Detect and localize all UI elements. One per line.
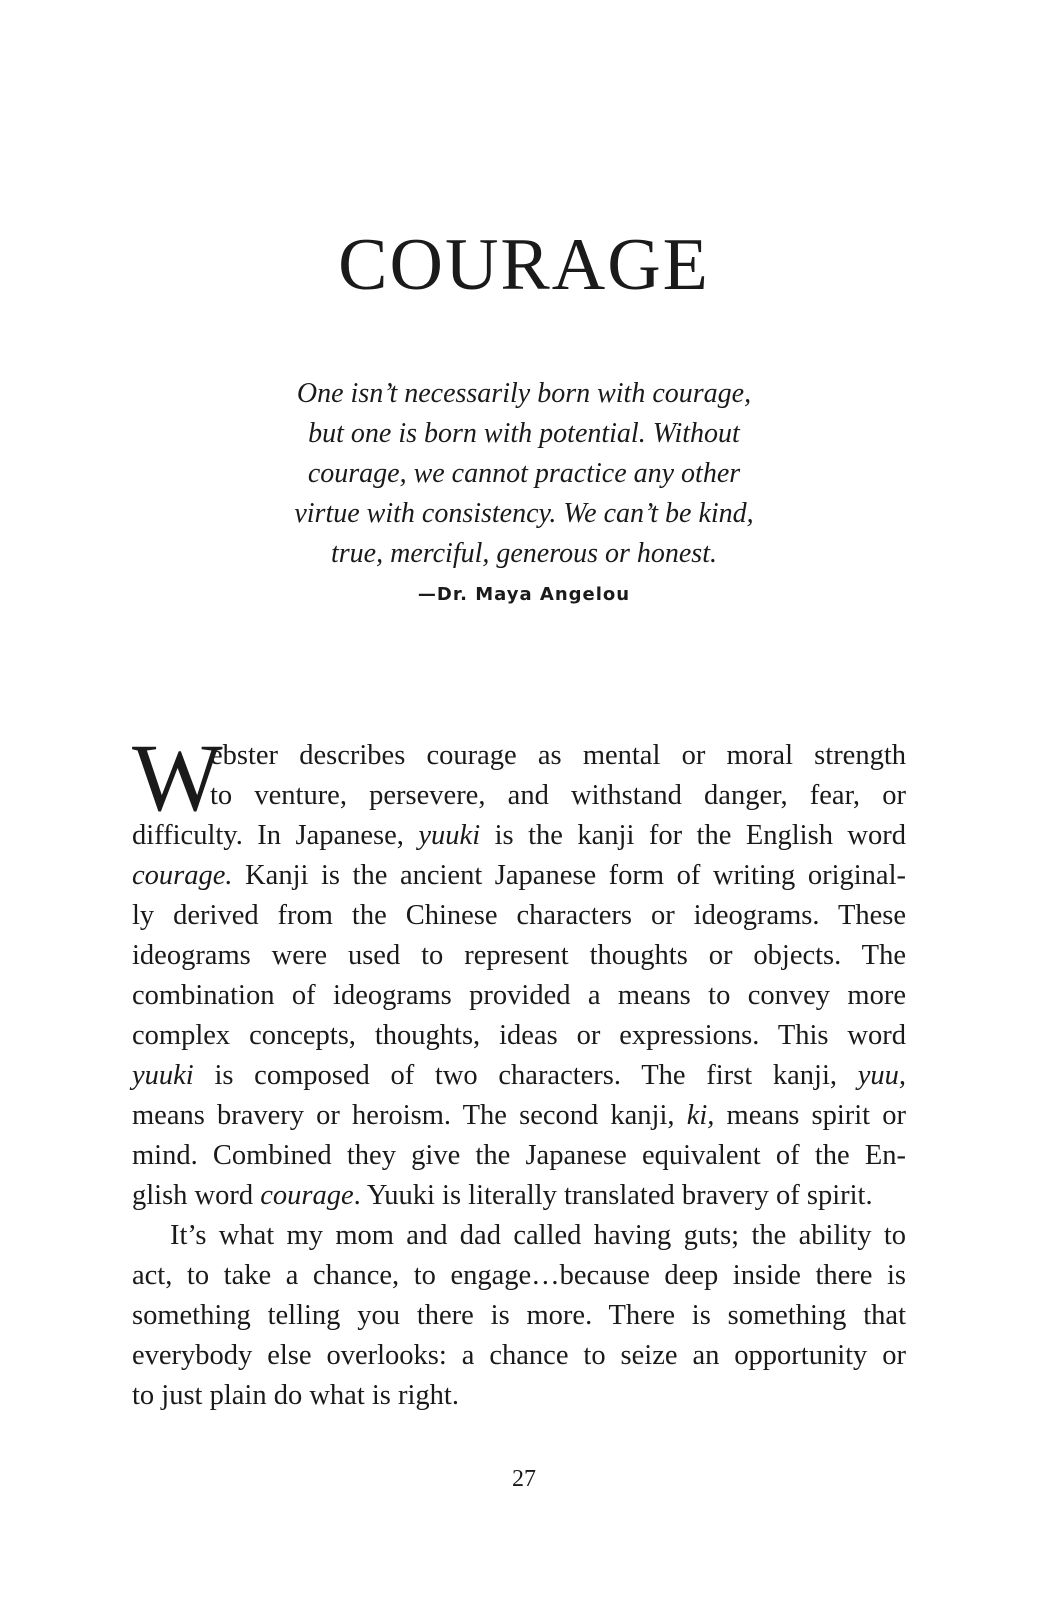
- epigraph-line: true, merciful, generous or honest.: [331, 538, 717, 569]
- body-line: ideograms were used to represent thoughts or objects. The: [132, 940, 906, 971]
- body-line: to just plain do what is right.: [132, 1380, 459, 1411]
- body-line: complex concepts, thoughts, ideas or expressions. This word: [132, 1020, 906, 1051]
- italic-term: courage: [260, 1180, 354, 1211]
- body-line: mind. Combined they give the Japanese equivalent of the En-: [132, 1140, 906, 1171]
- body-line: combination of ideograms provided a means to convey more: [132, 980, 906, 1011]
- epigraph: [224, 374, 824, 605]
- body-line: courage. Kanji is the ancient Japanese form of writing original-: [132, 860, 906, 891]
- epigraph-line: One isn’t necessarily born with courage,: [296, 378, 752, 409]
- epigraph-quote: [224, 374, 824, 574]
- epigraph-author: —Dr. Maya Angelou: [417, 584, 631, 605]
- body-line: everybody else overlooks: a chance to seize an opportunity or: [132, 1340, 906, 1371]
- body-line: ly derived from the Chinese characters or ideograms. These: [132, 900, 906, 931]
- italic-term: yuu,: [857, 1060, 906, 1091]
- italic-term: yuuki: [132, 1060, 194, 1091]
- body-line: act, to take a chance, to engage…because deep inside there is: [132, 1260, 906, 1291]
- italic-term: ki,: [686, 1100, 715, 1131]
- body-line: difficulty. In Japanese, yuuki is the kanji for the English word: [132, 820, 906, 851]
- body-line: It’s what my mom and dad called having guts; the ability to: [170, 1220, 906, 1251]
- italic-term: courage.: [132, 860, 233, 891]
- drop-cap: W: [132, 724, 223, 831]
- body-line: to venture, persevere, and withstand danger, fear, or: [210, 780, 906, 811]
- epigraph-line: but one is born with potential. Without: [308, 418, 740, 449]
- body-line: ebster describes courage as mental or moral strength: [210, 740, 906, 771]
- body-line: means bravery or heroism. The second kanji, ki, means spirit or: [132, 1100, 906, 1131]
- body-text: [132, 724, 906, 1416]
- italic-term: yuuki: [418, 820, 481, 851]
- body-line: something telling you there is more. There is something that: [132, 1300, 906, 1331]
- epigraph-line: courage, we cannot practice any other: [307, 458, 741, 489]
- page-number: 27: [512, 1466, 536, 1492]
- body-line: yuuki is composed of two characters. The first kanji, yuu,: [132, 1060, 906, 1091]
- epigraph-line: virtue with consistency. We can’t be kind,: [294, 498, 754, 529]
- body-line: glish word courage. Yuuki is literally translated bravery of spirit.: [132, 1180, 873, 1211]
- chapter-title: COURAGE: [338, 224, 710, 306]
